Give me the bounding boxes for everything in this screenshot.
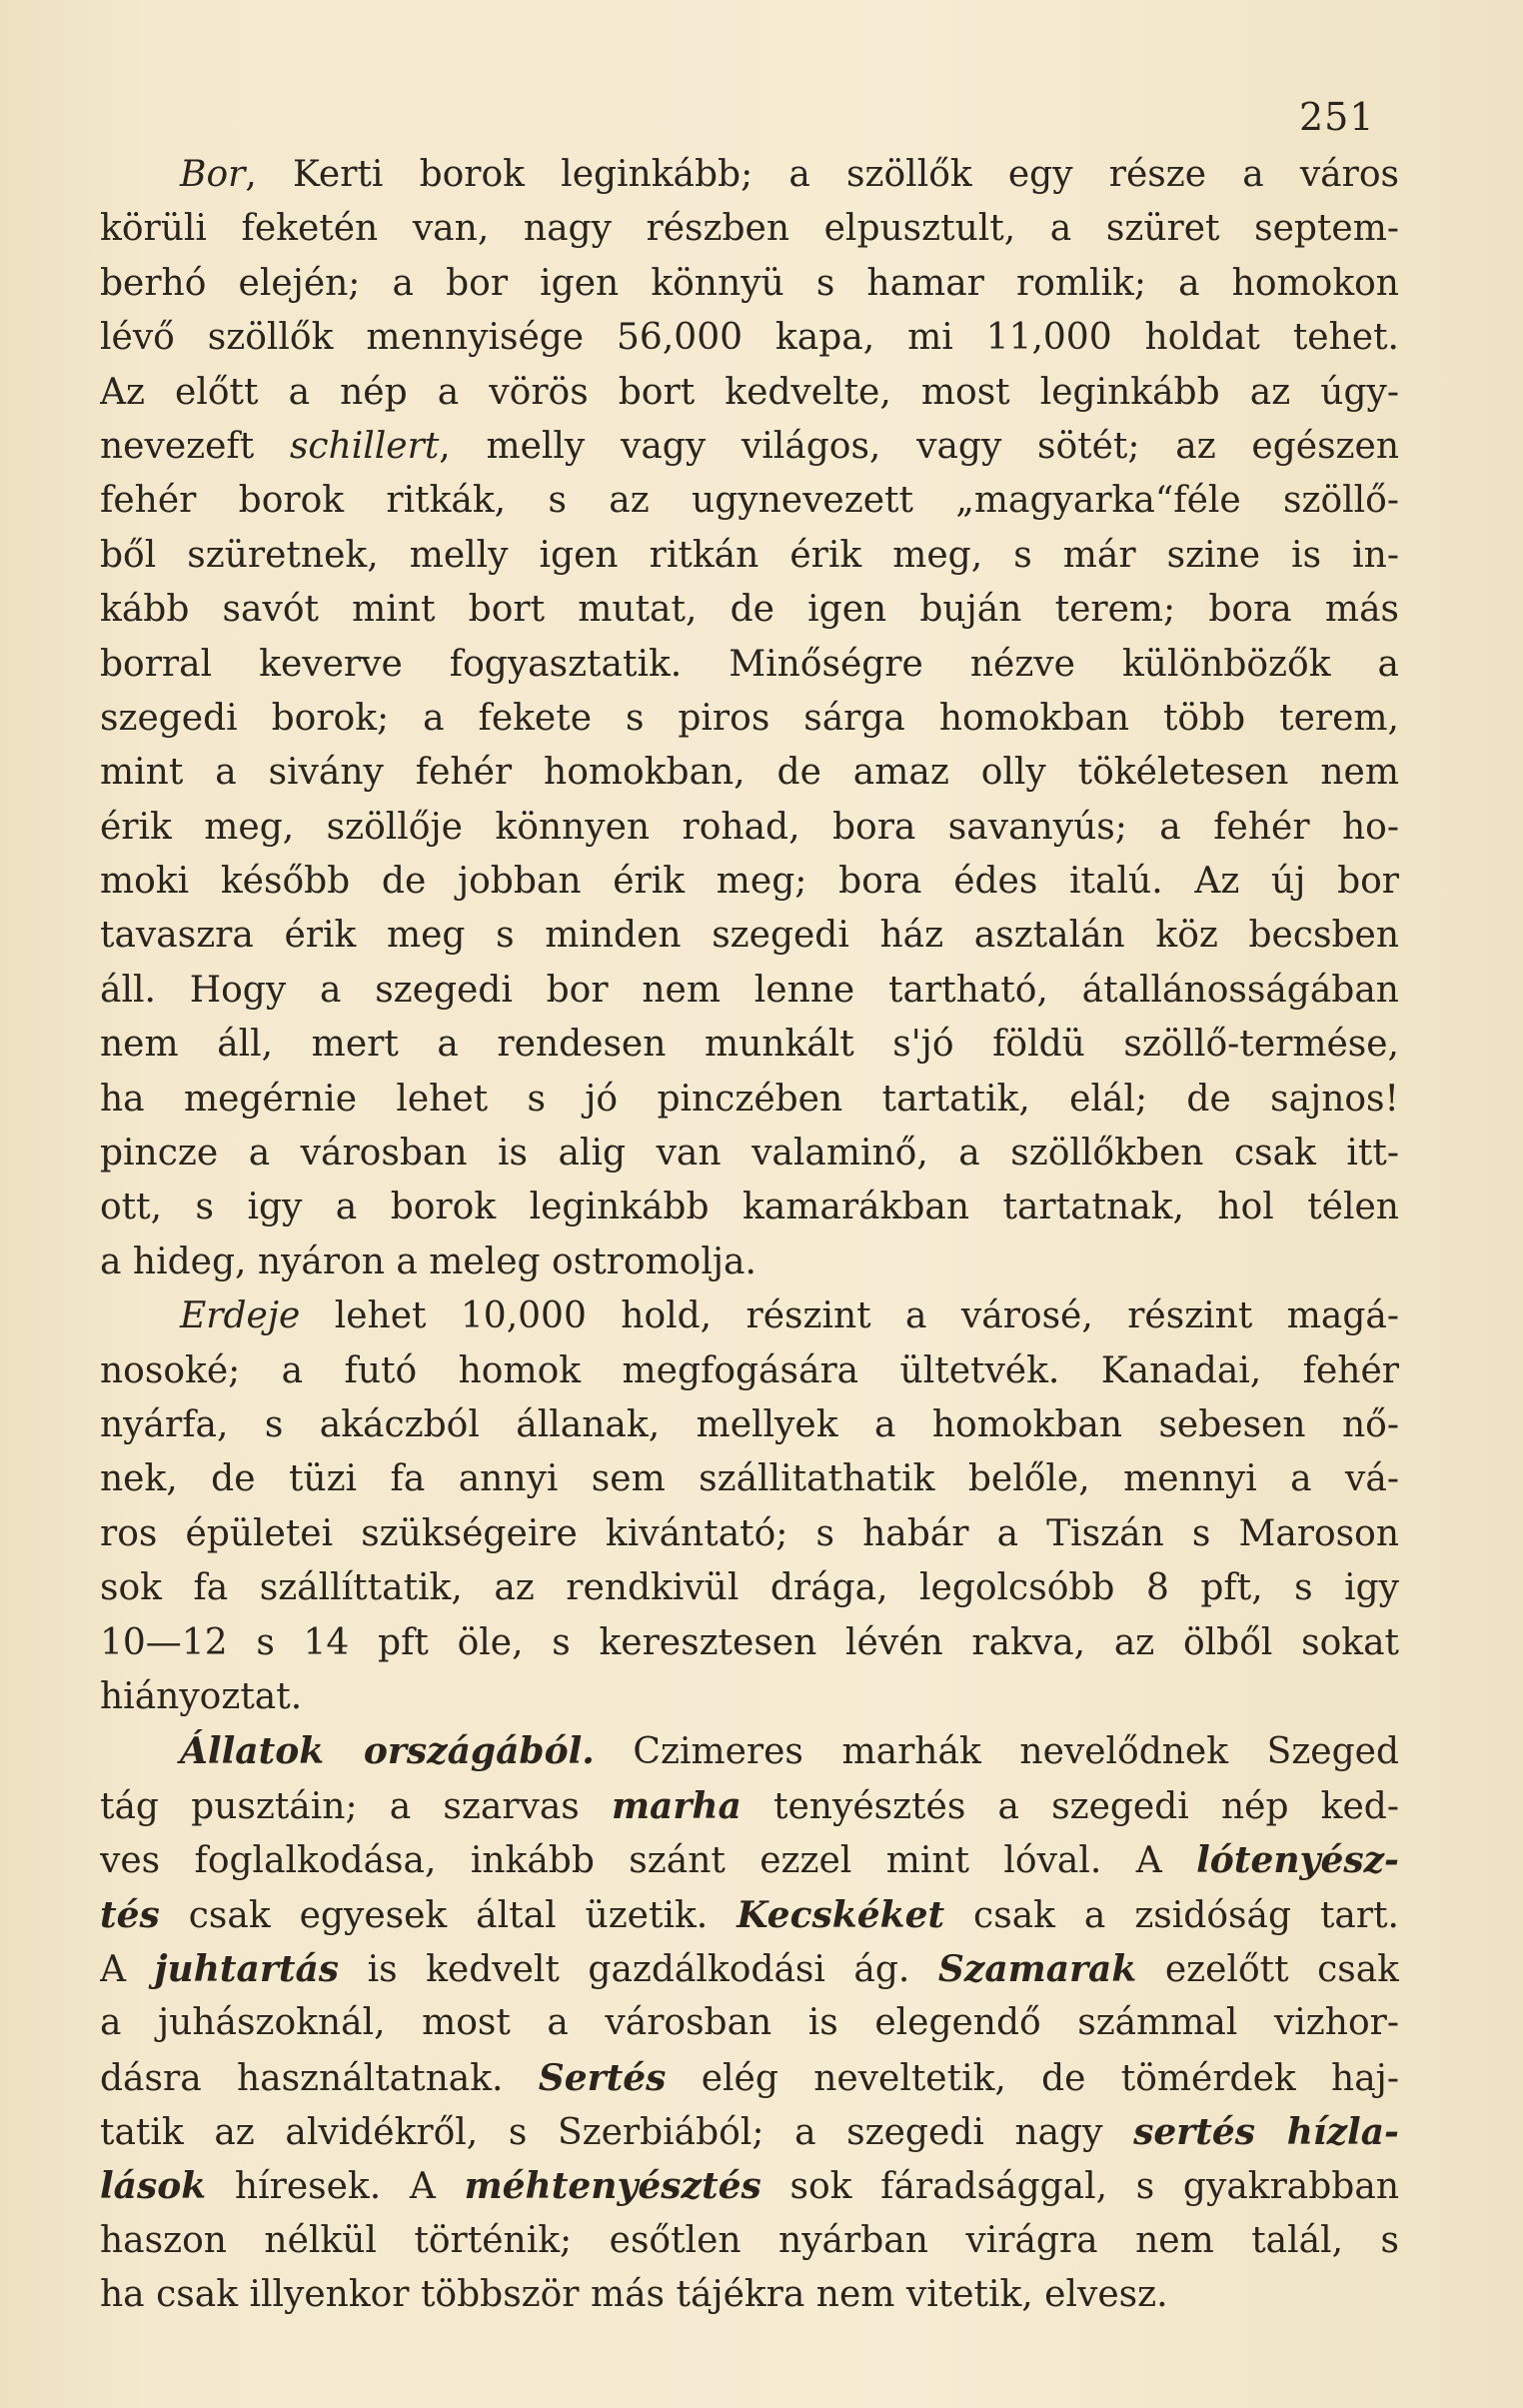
text-line: [100, 257, 1399, 311]
text-run: ha megérnie lehet s jó pinczében tartatik, elál; de sajnos!: [100, 1078, 1399, 1120]
text-run: nem áll, mert a rendesen munkált s'jó földü szöllő-termése,: [100, 1024, 1399, 1066]
text-line: [100, 1616, 1399, 1670]
emphasized-term: Kecskéket: [737, 1893, 945, 1936]
text-run: híresek. A: [206, 2166, 465, 2208]
emphasized-term: Bor: [180, 154, 246, 195]
text-run: 10—12 s 14 pft öle, s keresztesen lévén rakva, az ölből sokat: [100, 1621, 1399, 1663]
emphasized-term: Állatok országából.: [180, 1730, 595, 1773]
emphasized-term: Erdeje: [180, 1295, 301, 1337]
text-run: sok fa szállíttatik, az rendkivül drága, legolcsóbb 8 pft, s igy: [100, 1567, 1399, 1609]
text-run: elég neveltetik, de tömérdek haj-: [666, 2057, 1399, 2099]
text-run: haszon nélkül történik; esőtlen nyárban virágra nem talál, s: [100, 2219, 1399, 2261]
text-line: [100, 1289, 1399, 1343]
text-run: A: [100, 1948, 155, 1990]
text-line: [100, 311, 1399, 365]
text-run: nevezeft: [100, 425, 290, 467]
text-line: [100, 148, 1399, 202]
text-run: nyárfa, s akáczból állanak, mellyek a homokban sebesen nő-: [100, 1403, 1399, 1445]
text-run: tág pusztáin; a szarvas: [100, 1785, 612, 1827]
text-line: [100, 1235, 1399, 1289]
text-run: szegedi borok; a fekete s piros sárga homokban több terem,: [100, 697, 1399, 739]
text-run: sok fáradsággal, s gyakrabban: [761, 2166, 1399, 2208]
text-line: [100, 964, 1399, 1018]
text-run: is kedvelt gazdálkodási ág.: [339, 1948, 938, 1990]
text-line: [100, 1018, 1399, 1072]
text-run: moki később de jobban érik meg; bora édes italú. Az új bor: [100, 861, 1399, 903]
text-line: [100, 2159, 1399, 2213]
text-run: Czimeres marhák nevelődnek Szeged: [594, 1731, 1399, 1773]
text-run: ros épületei szükségeire kivántató; s habár a Tiszán s Maroson: [100, 1512, 1399, 1554]
text-run: a hideg, nyáron a meleg ostromolja.: [100, 1240, 757, 1282]
emphasized-term: Sertés: [538, 2056, 667, 2099]
emphasized-term: Szamarak: [937, 1947, 1137, 1990]
text-line: [100, 202, 1399, 256]
text-run: ha csak illyenkor többször más tájékra nem vitetik, elvesz.: [100, 2274, 1168, 2316]
text-run: berhó elején; a bor igen könnyü s hamar romlik; a homokon: [100, 262, 1399, 304]
text-run: mint a sivány fehér homokban, de amaz olly tökéletesen nem: [100, 752, 1399, 794]
text-line: [100, 1888, 1399, 1942]
emphasized-term: juhtartás: [154, 1947, 340, 1990]
text-run: ből szüretnek, melly igen ritkán érik meg, s már szine is in-: [100, 534, 1399, 576]
text-line: [100, 420, 1399, 474]
text-run: csak egyesek által üzetik.: [159, 1894, 738, 1936]
text-run: nek, de tüzi fa annyi sem szállitathatik belőle, mennyi a vá-: [100, 1458, 1399, 1500]
text-line: [100, 474, 1399, 528]
text-run: Az előtt a nép a vörös bort kedvelte, most leginkább az úgy-: [100, 371, 1399, 413]
text-line: [100, 692, 1399, 746]
text-run: borral keverve fogyasztatik. Minőségre nézve különbözők a: [100, 643, 1399, 685]
text-line: [100, 2105, 1399, 2159]
text-run: a juhászoknál, most a városban is elegendő számmal vizhor-: [100, 2002, 1399, 2044]
text-run: , melly vagy világos, vagy sötét; az egészen: [439, 425, 1399, 467]
text-line: [100, 1507, 1399, 1561]
text-line: [100, 1833, 1399, 1887]
emphasized-term: marha: [611, 1784, 742, 1827]
text-line: [100, 638, 1399, 692]
page-number: 251: [1299, 95, 1375, 139]
text-line: [100, 1779, 1399, 1833]
body-text: [100, 148, 1399, 2323]
text-run: áll. Hogy a szegedi bor nem lenne tartható, átallánosságában: [100, 969, 1399, 1011]
text-run: , Kerti borok leginkább; a szöllők egy része a város: [245, 154, 1399, 195]
emphasized-term: sertés hízla-: [1133, 2111, 1399, 2154]
text-run: ott, s igy a borok leginkább kamarákban tartatnak, hol télen: [100, 1187, 1399, 1228]
text-line: [100, 1670, 1399, 1724]
emphasized-term: schillert: [289, 425, 440, 467]
text-line: [100, 366, 1399, 420]
text-line: [100, 855, 1399, 909]
text-line: [100, 583, 1399, 637]
text-run: tatik az alvidékről, s Szerbiából; a szegedi nagy: [100, 2112, 1134, 2154]
text-line: [100, 909, 1399, 963]
text-run: dásra használtatnak.: [100, 2057, 539, 2099]
text-run: pincze a városban is alig van valaminő, a szöllőkben csak itt-: [100, 1133, 1399, 1175]
text-run: tenyésztés a szegedi nép ked-: [741, 1785, 1399, 1827]
text-line: [100, 1398, 1399, 1452]
text-run: csak a zsidóság tart.: [944, 1894, 1399, 1936]
text-line: [100, 1942, 1399, 1996]
text-run: fehér borok ritkák, s az ugynevezett „magyarka“féle szöllő-: [100, 480, 1399, 522]
text-line: [100, 2051, 1399, 2105]
text-line: [100, 1996, 1399, 2050]
text-line: [100, 1561, 1399, 1615]
text-line: [100, 1344, 1399, 1398]
text-line: [100, 746, 1399, 800]
text-run: lévő szöllők mennyisége 56,000 kapa, mi 11,000 holdat tehet.: [100, 317, 1399, 359]
emphasized-term: tés: [100, 1893, 160, 1936]
text-line: [100, 1127, 1399, 1181]
text-line: [100, 529, 1399, 583]
text-line: [100, 1724, 1399, 1778]
text-line: [100, 1181, 1399, 1234]
text-run: ezelőtt csak: [1136, 1948, 1399, 1990]
text-run: lehet 10,000 hold, részint a városé, részint magá-: [300, 1295, 1399, 1337]
text-line: [100, 1452, 1399, 1506]
text-line: [100, 2214, 1399, 2268]
text-run: tavaszra érik meg s minden szegedi ház asztalán köz becsben: [100, 915, 1399, 957]
emphasized-term: lások: [100, 2165, 207, 2208]
emphasized-term: lótenyész-: [1196, 1839, 1399, 1882]
text-line: [100, 801, 1399, 855]
text-line: [100, 2268, 1399, 2322]
text-run: körüli feketén van, nagy részben elpusztult, a szüret septem-: [100, 208, 1399, 250]
text-run: ves foglalkodása, inkább szánt ezzel mint lóval. A: [100, 1840, 1197, 1882]
text-run: nosoké; a futó homok megfogására ültetvék. Kanadai, fehér: [100, 1349, 1399, 1391]
text-run: hiányoztat.: [100, 1675, 303, 1717]
text-line: [100, 1073, 1399, 1127]
text-run: kább savót mint bort mutat, de igen buján terem; bora más: [100, 589, 1399, 631]
text-run: érik meg, szöllője könnyen rohad, bora savanyús; a fehér ho-: [100, 806, 1399, 848]
emphasized-term: méhtenyésztés: [464, 2165, 762, 2208]
